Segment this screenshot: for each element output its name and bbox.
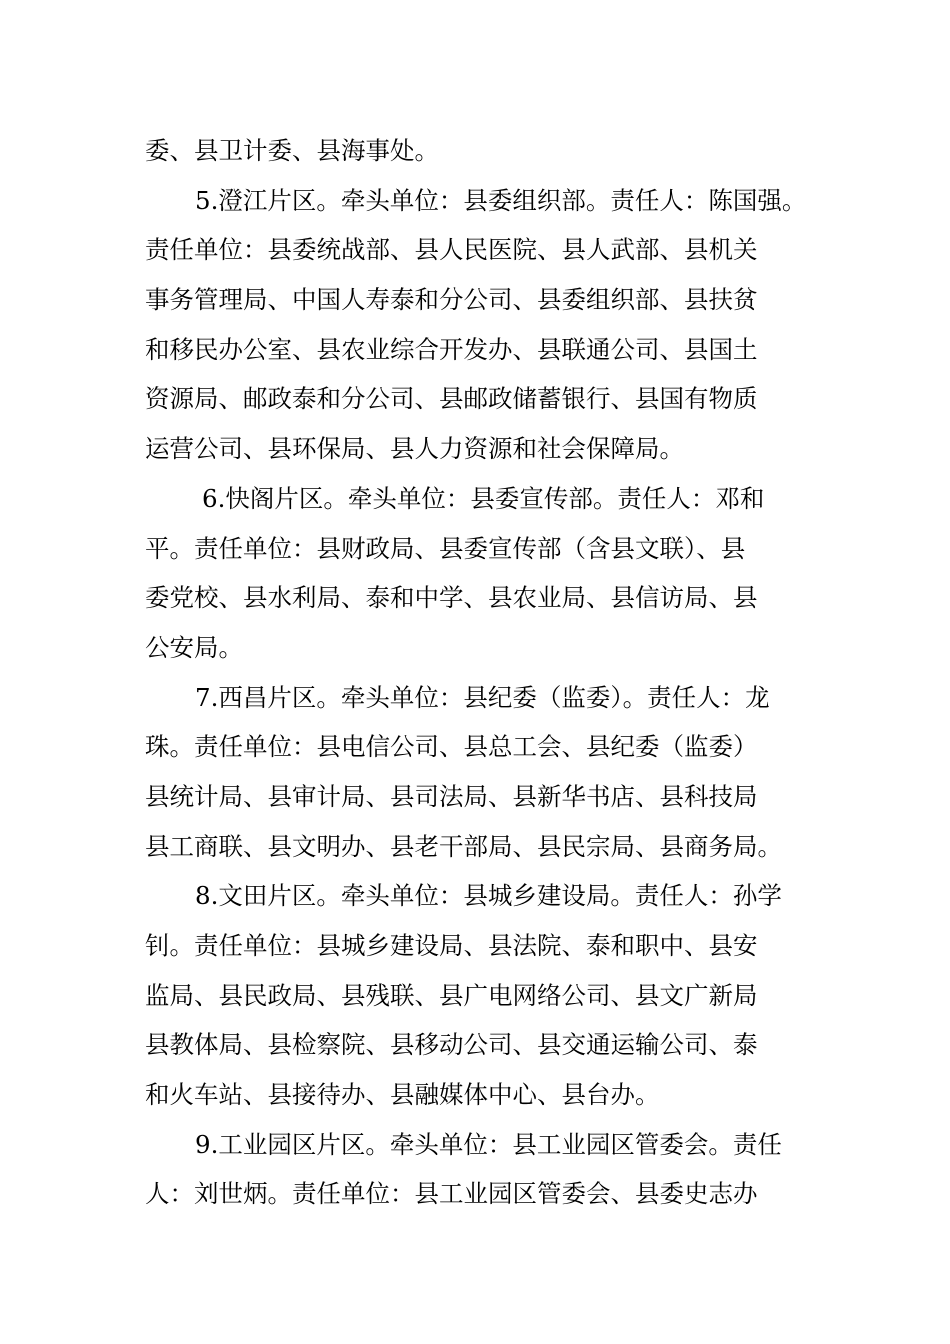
paragraph-7-start: 7.西昌片区。牵头单位：县纪委（监委）。责任人：龙 bbox=[195, 682, 770, 712]
paragraph-8-start: 8.文田片区。牵头单位：县城乡建设局。责任人：孙学 bbox=[195, 881, 782, 911]
text-line: 和火车站、县接待办、县融媒体中心、县台办。 bbox=[145, 1080, 660, 1110]
text-line: 委党校、县水利局、泰和中学、县农业局、县信访局、县 bbox=[145, 583, 758, 613]
text-line: 钊。责任单位：县城乡建设局、县法院、泰和职中、县安 bbox=[145, 931, 758, 960]
paragraph-5-start: 5.澄江片区。牵头单位：县委组织部。责任人：陈国强。 bbox=[195, 185, 807, 215]
text-line: 珠。责任单位：县电信公司、县总工会、县纪委（监委） bbox=[145, 732, 758, 762]
text-line: 运营公司、县环保局、县人力资源和社会保障局。 bbox=[145, 434, 684, 464]
text-line: 责任单位：县委统战部、县人民医院、县人武部、县机关 bbox=[145, 235, 758, 265]
text-line: 人：刘世炳。责任单位：县工业园区管委会、县委史志办 bbox=[145, 1179, 758, 1209]
document-body bbox=[145, 126, 815, 1219]
text-line: 县统计局、县审计局、县司法局、县新华书店、县科技局 bbox=[145, 781, 758, 811]
text-line: 县工商联、县文明办、县老干部局、县民宗局、县商务局。 bbox=[145, 831, 782, 861]
text-line: 事务管理局、中国人寿泰和分公司、县委组织部、县扶贫 bbox=[145, 285, 758, 315]
text-line: 公安局。 bbox=[145, 632, 243, 662]
paragraph-6-start: 6.快阁片区。牵头单位：县委宣传部。责任人：邓和 bbox=[202, 483, 765, 513]
text-line: 平。责任单位：县财政局、县委宣传部（含县文联）、县 bbox=[145, 533, 746, 563]
paragraph-9-start: 9.工业园区片区。牵头单位：县工业园区管委会。责任 bbox=[195, 1129, 782, 1159]
text-line: 县教体局、县检察院、县移动公司、县交通运输公司、泰 bbox=[145, 1030, 758, 1060]
text-line: 委、县卫计委、县海事处。 bbox=[145, 136, 439, 165]
text-line: 监局、县民政局、县残联、县广电网络公司、县文广新局 bbox=[145, 980, 758, 1010]
text-line: 资源局、邮政泰和分公司、县邮政储蓄银行、县国有物质 bbox=[145, 384, 758, 414]
text-line: 和移民办公室、县农业综合开发办、县联通公司、县国土 bbox=[145, 334, 758, 364]
